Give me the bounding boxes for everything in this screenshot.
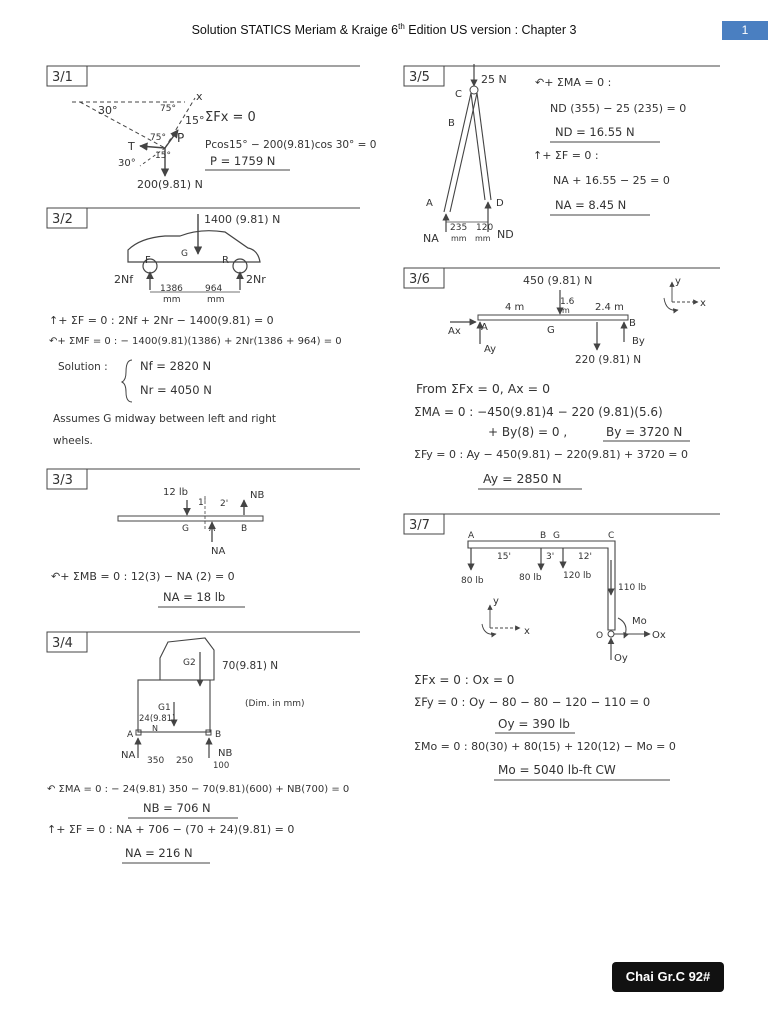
force-label: Ox (652, 630, 666, 641)
dimension: 250 (176, 756, 194, 766)
force-label: NB (218, 748, 233, 759)
problem-3-1 (47, 66, 376, 191)
problem-label: 3/3 (52, 473, 73, 488)
force-label: 110 lb (618, 583, 647, 593)
dimension: 3' (546, 552, 555, 562)
dimension: 100 (213, 761, 230, 771)
point-label: G2 (183, 658, 196, 668)
dimension: 1.6 (560, 297, 575, 307)
point-label: D (496, 198, 504, 209)
point-label: B (241, 524, 248, 534)
angle-label: 75° (160, 104, 176, 114)
page-number-badge: 1 (722, 21, 768, 40)
point-label: G (553, 531, 560, 541)
dimension-unit: mm (451, 234, 467, 243)
problem-label: 3/4 (52, 636, 73, 651)
equation: ΣFx = 0 : Ox = 0 (414, 673, 515, 687)
axis-label: x (700, 298, 706, 309)
dimension-unit: mm (163, 295, 181, 305)
equation: ΣFy = 0 : Ay − 450(9.81) − 220(9.81) + 3720 = 0 (414, 448, 688, 461)
equation: ΣMo = 0 : 80(30) + 80(15) + 120(12) − Mo = 0 (414, 740, 676, 753)
point-label: G (547, 325, 555, 336)
point-label: O (596, 631, 604, 641)
equation: ΣMA = 0 : −450(9.81)4 − 220 (9.81)(5.6) (414, 405, 663, 419)
problem-3-6 (404, 268, 720, 489)
problem-3-5 (404, 64, 720, 245)
axis-label: x (196, 90, 203, 103)
point-label: A (127, 730, 134, 740)
note: (Dim. in mm) (245, 699, 305, 709)
problem-3-4 (47, 632, 360, 863)
force-label: 200(9.81) N (137, 178, 203, 191)
force-unit: N (152, 724, 158, 733)
force-label: Ay (484, 344, 497, 355)
point-label: A (209, 524, 216, 534)
equation: ↑+ ΣF = 0 : 2Nf + 2Nr − 1400(9.81) = 0 (49, 314, 274, 327)
problem-3-3 (47, 469, 360, 607)
force-label: 70(9.81) N (222, 660, 279, 672)
equation: ↑+ ΣF = 0 : NA + 706 − (70 + 24)(9.81) = 0 (47, 823, 295, 836)
point-label: F (145, 255, 151, 266)
equation: + By(8) = 0 , (488, 425, 568, 439)
title-text-end: Edition US version : Chapter 3 (404, 23, 577, 38)
problem-label: 3/5 (409, 70, 430, 85)
force-label: 80 lb (461, 576, 484, 586)
equation: ΣFy = 0 : Oy − 80 − 80 − 120 − 110 = 0 (414, 695, 651, 709)
point-label: B (215, 730, 222, 740)
point-label: B (629, 318, 636, 329)
point-label: R (222, 255, 229, 266)
dimension-unit: mm (207, 295, 225, 305)
result: Ay = 2850 N (483, 471, 562, 486)
force-label: 1400 (9.81) N (204, 213, 281, 226)
result: Nr = 4050 N (140, 383, 212, 397)
dimension: 4 m (505, 302, 525, 313)
problem-label: 3/6 (409, 272, 430, 287)
dimension: 15' (497, 552, 511, 562)
dimension: 2.4 m (595, 302, 624, 313)
point-label: G (181, 249, 188, 259)
angle-label: 30° (98, 104, 118, 117)
dimension: 120 (476, 223, 494, 233)
force-label: NA (121, 750, 136, 761)
equation: NA + 16.55 − 25 = 0 (553, 174, 670, 187)
force-label: 2Nr (246, 273, 266, 286)
equation: ΣFx = 0 (205, 110, 256, 125)
result: NB = 706 N (143, 801, 211, 815)
problem-label: 3/7 (409, 518, 430, 533)
title-text: Solution STATICS Meriam & Kraige 6 (191, 23, 399, 38)
dimension: 1' (198, 498, 207, 508)
angle-label: 15° (185, 114, 205, 127)
equation: From ΣFx = 0, Ax = 0 (416, 381, 551, 396)
result: Nf = 2820 N (140, 359, 212, 373)
title-superscript: th (398, 22, 405, 31)
note: Assumes G midway between left and right (53, 413, 276, 425)
problem-3-2 (47, 208, 360, 447)
dimension: 350 (147, 756, 165, 766)
result: By = 3720 N (606, 425, 683, 439)
note: wheels. (53, 435, 93, 447)
problem-label: 3/1 (52, 70, 73, 85)
axis-label: x (524, 626, 530, 637)
force-label: 24(9.81) (139, 714, 176, 724)
axis-label: y (675, 276, 681, 287)
force-label: NA (423, 232, 439, 245)
dimension: 2' (220, 499, 229, 509)
point-label: A (481, 322, 488, 333)
point-label: A (426, 198, 433, 209)
point-label: B (540, 531, 547, 541)
problem-3-7 (404, 514, 720, 780)
angle-label: 15° (155, 151, 171, 161)
dimension: 235 (450, 223, 468, 233)
dimension-unit: m (562, 306, 570, 315)
result: NA = 8.45 N (555, 198, 627, 212)
force-label: 120 lb (563, 571, 592, 581)
equation: ↶ ΣMA = 0 : − 24(9.81) 350 − 70(9.81)(600) + NB(700) = 0 (47, 784, 350, 795)
point-label: G (182, 524, 189, 534)
result: Oy = 390 lb (498, 717, 570, 731)
equation: ND (355) − 25 (235) = 0 (550, 102, 687, 115)
force-label: 2Nf (114, 273, 134, 286)
angle-label: 30° (118, 158, 136, 169)
force-label: NB (250, 490, 265, 501)
result: NA = 18 lb (163, 590, 226, 604)
force-label: 12 lb (163, 487, 189, 498)
force-label: 450 (9.81) N (523, 274, 593, 287)
result: NA = 216 N (125, 846, 193, 860)
equation: ↑+ ΣF = 0 : (533, 149, 599, 162)
equation: Pcos15° − 200(9.81)cos 30° = 0 (205, 139, 377, 151)
force-label: 25 N (481, 73, 507, 86)
dimension: 1386 (160, 284, 183, 294)
equation: ↶+ ΣMF = 0 : − 1400(9.81)(1386) + 2Nr(1386 + 964) = 0 (49, 336, 342, 347)
result: ND = 16.55 N (555, 125, 635, 139)
solution-label: Solution : (58, 361, 108, 373)
equation: ↶+ ΣMB = 0 : 12(3) − NA (2) = 0 (51, 570, 235, 583)
force-label: P (177, 131, 185, 145)
force-label: NA (211, 546, 226, 557)
point-label: A (468, 531, 475, 541)
point-label: C (455, 89, 462, 100)
equation: ↶+ ΣMA = 0 : (535, 76, 612, 89)
dimension: 12' (578, 552, 592, 562)
problem-label: 3/2 (52, 212, 73, 227)
point-label: G1 (158, 703, 171, 713)
dimension-unit: mm (475, 234, 491, 243)
force-label: Ax (448, 326, 461, 337)
force-label: Oy (614, 653, 628, 664)
result: P = 1759 N (210, 154, 276, 168)
author-badge: Chai Gr.C 92# (612, 962, 724, 992)
force-label: 220 (9.81) N (575, 354, 642, 366)
force-label: 80 lb (519, 573, 542, 583)
force-label: Mo (632, 616, 647, 627)
point-label: C (608, 531, 615, 541)
point-label: B (448, 118, 455, 129)
force-label: ND (497, 228, 514, 241)
force-label: T (128, 140, 135, 153)
force-label: By (632, 336, 645, 347)
result: Mo = 5040 lb-ft CW (498, 763, 616, 777)
angle-label: 75° (150, 133, 166, 143)
axis-label: y (493, 596, 499, 607)
dimension: 964 (205, 284, 223, 294)
